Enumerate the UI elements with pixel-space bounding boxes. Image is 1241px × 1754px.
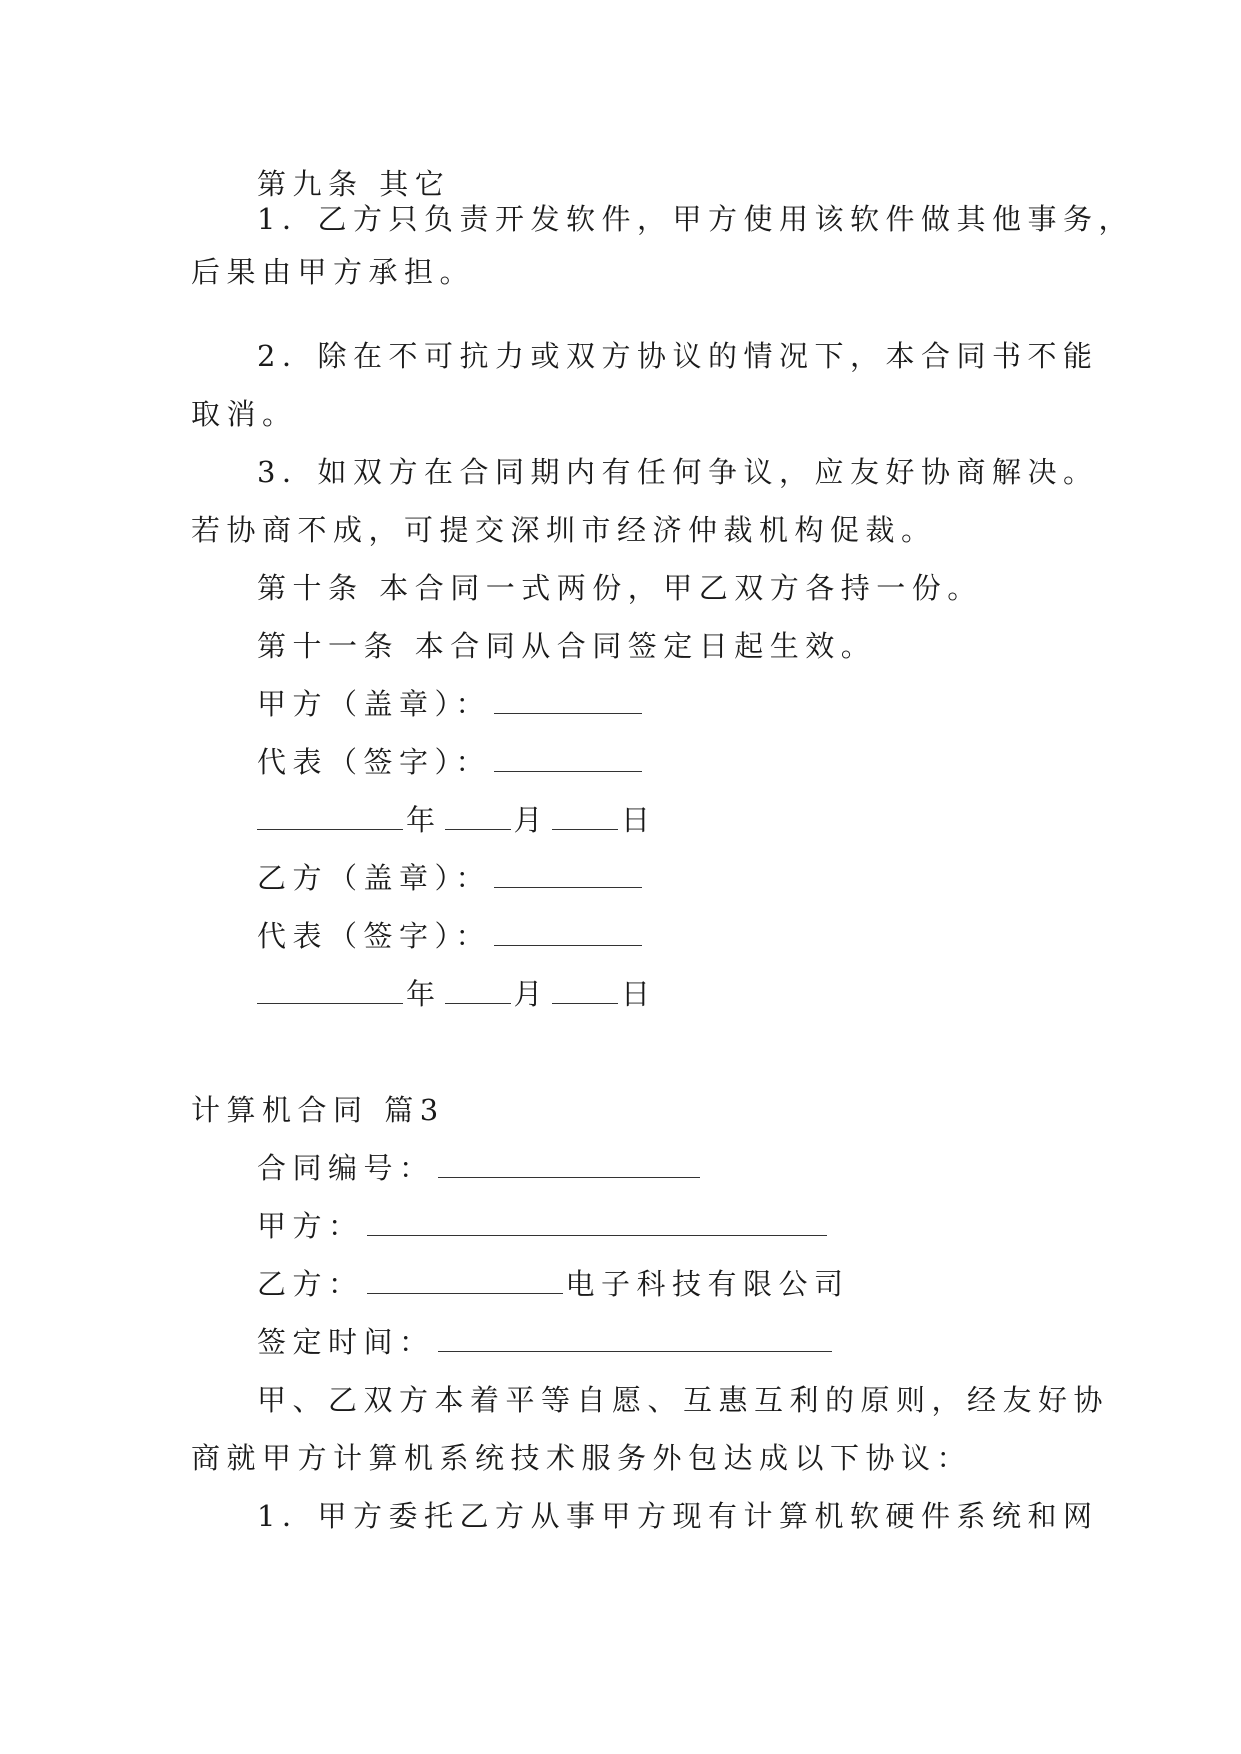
day-label: 日 <box>621 977 657 1011</box>
day-blank <box>552 979 618 1004</box>
party-b-rep-line <box>257 916 645 956</box>
article-11: 第十一条 本合同从合同签定日起生效。 <box>257 629 877 663</box>
party-b-rep-blank <box>494 921 642 946</box>
party-b-seal-label: 乙方（盖章）： <box>257 861 492 895</box>
sign-time-blank <box>438 1327 832 1352</box>
sign-time-label: 签定时间： <box>257 1325 435 1359</box>
month-label: 月 <box>513 803 550 837</box>
party-b-seal-line <box>257 858 645 898</box>
intro-line-2: 商就甲方计算机系统技术服务外包达成以下协议： <box>191 1441 973 1475</box>
party-a-date-line <box>257 800 657 840</box>
article-9-item-3-line-1: 3．如双方在合同期内有任何争议，应友好协商解决。 <box>257 455 1099 489</box>
year-label: 年 <box>406 803 442 837</box>
contract-number-line <box>257 1148 703 1188</box>
party-b-rep-label: 代表（签字）： <box>257 919 492 953</box>
year-blank <box>257 805 403 830</box>
contract-number-label: 合同编号： <box>257 1151 435 1185</box>
sign-time-line <box>257 1322 835 1362</box>
party-b-label: 乙方： <box>257 1267 364 1301</box>
month-blank <box>445 805 511 830</box>
intro-line-1: 甲、乙双方本着平等自愿、互惠互利的原则，经友好协 <box>257 1383 1110 1417</box>
day-label: 日 <box>621 803 657 837</box>
party-a-seal-blank <box>494 689 642 714</box>
party-b-date-line <box>257 974 657 1014</box>
contract-number-blank <box>438 1153 700 1178</box>
month-label: 月 <box>513 977 550 1011</box>
article-9-item-1-line-2: 后果由甲方承担。 <box>191 255 476 289</box>
party-b-seal-blank <box>494 863 642 888</box>
party-b-company-suffix: 电子科技有限公司 <box>565 1267 850 1301</box>
year-blank <box>257 979 403 1004</box>
party-a-blank <box>367 1211 827 1236</box>
party-a-rep-blank <box>494 747 642 772</box>
section-3-item-1: 1．甲方委托乙方从事甲方现有计算机软硬件系统和网 <box>257 1499 1099 1533</box>
party-b-line <box>257 1264 850 1304</box>
party-a-rep-label: 代表（签字）： <box>257 745 492 779</box>
article-9-item-1-line-1: 1．乙方只负责开发软件，甲方使用该软件做其他事务， <box>257 202 1134 236</box>
month-blank <box>445 979 511 1004</box>
article-9-item-2-line-1: 2．除在不可抗力或双方协议的情况下，本合同书不能 <box>257 339 1099 373</box>
year-label: 年 <box>406 977 442 1011</box>
party-a-seal-label: 甲方（盖章）： <box>257 687 492 721</box>
article-9-item-3-line-2: 若协商不成，可提交深圳市经济仲裁机构促裁。 <box>191 513 937 547</box>
article-9-item-2-line-2: 取消。 <box>191 397 298 431</box>
section-3-title: 计算机合同 篇3 <box>191 1093 445 1127</box>
party-a-line <box>257 1206 830 1246</box>
party-a-label: 甲方： <box>257 1209 364 1243</box>
article-9-title: 第九条 其它 <box>257 167 451 201</box>
party-a-seal-line <box>257 684 645 724</box>
party-a-rep-line <box>257 742 645 782</box>
day-blank <box>552 805 618 830</box>
article-10: 第十条 本合同一式两份，甲乙双方各持一份。 <box>257 571 983 605</box>
party-b-blank <box>367 1269 563 1294</box>
